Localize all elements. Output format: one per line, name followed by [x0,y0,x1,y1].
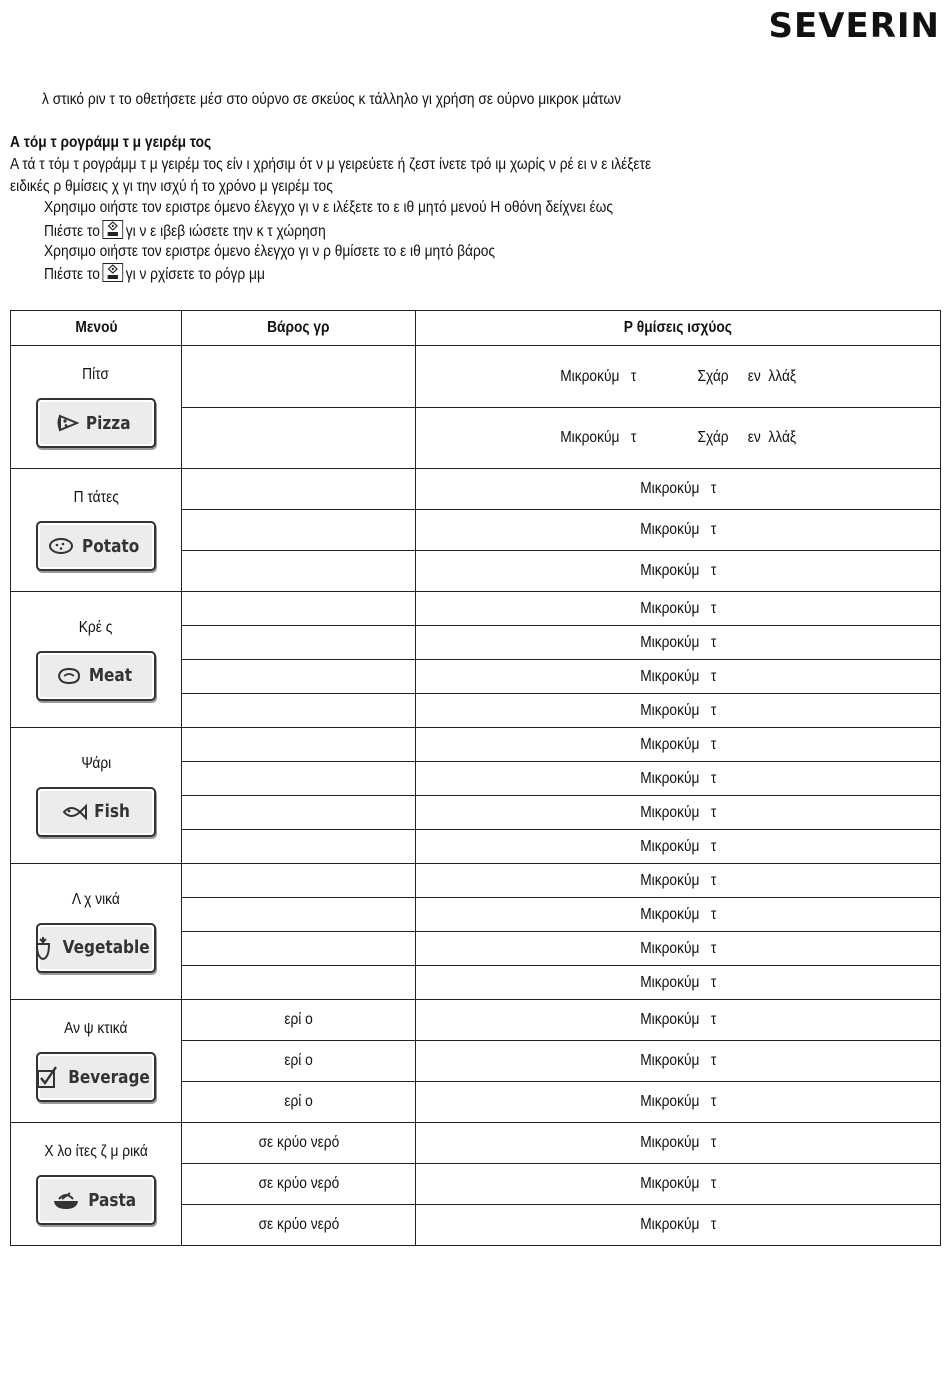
weight-cell: σε κρύο νερό [182,1123,416,1164]
menu-button-potato [36,521,156,571]
power-setting-cell: Μικροκύμ τ [416,932,941,966]
menu-button-label: Pasta [88,1189,137,1211]
menu-name: Αν ψ κτικά [64,1020,128,1037]
menu-button-meat [36,651,156,701]
weight-cell: σε κρύο νερό [182,1205,416,1246]
menu-button-label: Meat [88,665,133,686]
power-setting-cell: Μικροκύμ τ [416,762,941,796]
power-setting-cell: Μικροκύμ τ [416,1041,941,1082]
section-description-line-2: ειδικές ρ θμίσεις χ γι την ισχύ ή το χρόνο μ γειρέμ τος [10,178,333,195]
instruction-step-text: Πιέστε το [44,223,100,240]
menu-button-label: Potato [81,535,140,557]
menu-button-pizza [36,398,156,448]
menu-name: Χ λο ίτες ζ μ ρικά [44,1143,148,1160]
meat-icon [56,666,85,686]
beverage-icon [36,1065,61,1089]
power-setting-cell: Μικροκύμ τ [416,898,941,932]
menu-cell [11,1123,182,1246]
weight-cell: ερί ο [182,1082,416,1123]
weight-cell [182,694,416,728]
intro-line: λ στικό ριν τ το οθετήσετε μέσ στο ούρνο σε σκεύος κ τάλληλο γι χρήση σε ούρνο μικροκ μάτων [42,91,622,108]
weight-cell [182,796,416,830]
table-row [11,592,941,626]
power-setting-cell: Μικροκύμ τ Σχάρ εν λλάξ [416,408,941,469]
menu-cell [11,346,182,469]
power-setting-cell: Μικροκύμ τ [416,551,941,592]
instruction-step-text: Πιέστε το [44,266,100,283]
menu-button-vegetable [36,923,156,973]
weight-cell [182,728,416,762]
weight-cell [182,408,416,469]
menu-cell [11,1000,182,1123]
power-setting-cell: Μικροκύμ τ [416,660,941,694]
table-row [11,864,941,898]
weight-cell [182,510,416,551]
table-header-row [11,311,941,346]
weight-cell [182,762,416,796]
weight-cell [182,660,416,694]
menu-cell [11,728,182,864]
power-setting-cell: Μικροκύμ τ [416,1000,941,1041]
power-setting-cell: Μικροκύμ τ [416,1205,941,1246]
weight-cell [182,469,416,510]
instruction-step [44,198,613,218]
instruction-step-text: γι ν ε ιβεβ ιώσετε την κ τ χώρηση [125,223,326,240]
weight-cell [182,932,416,966]
power-setting-cell: Μικροκύμ τ [416,694,941,728]
menu-button-label: Vegetable [63,937,150,958]
menu-button-label: Pizza [86,412,131,434]
menu-name: Π τάτες [73,489,119,506]
potato-icon [48,536,77,556]
power-setting-cell: Μικροκύμ τ [416,864,941,898]
menu-button-label: Fish [93,801,130,822]
power-setting-cell: Μικροκύμ τ [416,1123,941,1164]
weight-cell [182,551,416,592]
auto-cook-table [10,310,941,1246]
weight-cell [182,898,416,932]
menu-name: Κρέ ς [79,618,113,636]
power-setting-cell: Μικροκύμ τ Σχάρ εν λλάξ [416,346,941,408]
instruction-step-text: Χρησιμο οιήστε τον εριστρε όμενο έλεγχο γι ν ε ιλέξετε το ε ιθ μητό μενού Η οθόνη δείχνει έως [44,199,613,216]
menu-button-label: Beverage [67,1066,150,1088]
instruction-step [44,242,495,262]
section-title: Α τόμ τ ρογράμμ τ μ γειρέμ τος [10,134,212,151]
instruction-step-text: Χρησιμο οιήστε τον εριστρε όμενο έλεγχο γι ν ρ θμίσετε το ε ιθ μητό βάρος [44,243,496,260]
pasta-icon [51,1189,84,1211]
quick-start-button-icon [102,220,123,239]
weight-cell [182,592,416,626]
vegetable-icon [34,935,55,961]
table-row [11,469,941,510]
menu-cell [11,592,182,728]
brand-logo: SEVERIN [768,6,940,46]
weight-cell [182,966,416,1000]
menu-cell [11,469,182,592]
power-setting-cell: Μικροκύμ τ [416,469,941,510]
weight-cell [182,626,416,660]
power-setting-cell: Μικροκύμ τ [416,626,941,660]
menu-name: Λ χ νικά [72,890,120,908]
menu-button-fish [36,787,156,837]
weight-cell [182,346,416,408]
pizza-icon [57,412,82,434]
power-setting-cell: Μικροκύμ τ [416,966,941,1000]
header-power-settings: Ρ θμίσεις ισχύος [416,311,941,346]
quick-start-button-icon [102,263,123,282]
header-weight: Βάρος γρ [182,311,416,346]
table-row [11,728,941,762]
power-setting-cell: Μικροκύμ τ [416,510,941,551]
power-setting-cell: Μικροκύμ τ [416,1082,941,1123]
menu-name: Ψάρι [81,754,111,772]
header-menu: Μενού [11,311,182,346]
table-row [11,346,941,408]
power-setting-cell: Μικροκύμ τ [416,728,941,762]
table-row [11,1000,941,1041]
fish-icon [60,802,91,822]
weight-cell: ερί ο [182,1000,416,1041]
instruction-step-text: γι ν ρχίσετε το ρόγρ μμ [125,266,265,283]
power-setting-cell: Μικροκύμ τ [416,830,941,864]
section-description-line-1: Α τά τ τόμ τ ρογράμμ τ μ γειρέμ τος είν ι χρήσιμ ότ ν μ γειρεύετε ή ζεστ ίνετε τρό ιμ χωρίς ν ρέ ει ν ε ιλέξετε [10,156,652,173]
power-setting-cell: Μικροκύμ τ [416,592,941,626]
weight-cell [182,830,416,864]
instruction-step [44,263,265,285]
weight-cell: σε κρύο νερό [182,1164,416,1205]
weight-cell: ερί ο [182,1041,416,1082]
power-setting-cell: Μικροκύμ τ [416,1164,941,1205]
menu-button-pasta [36,1175,156,1225]
power-setting-cell: Μικροκύμ τ [416,796,941,830]
table-row [11,1123,941,1164]
menu-button-beverage [36,1052,156,1102]
instruction-step [44,220,326,242]
menu-name: Πίτσ [82,366,110,383]
weight-cell [182,864,416,898]
menu-cell [11,864,182,1000]
